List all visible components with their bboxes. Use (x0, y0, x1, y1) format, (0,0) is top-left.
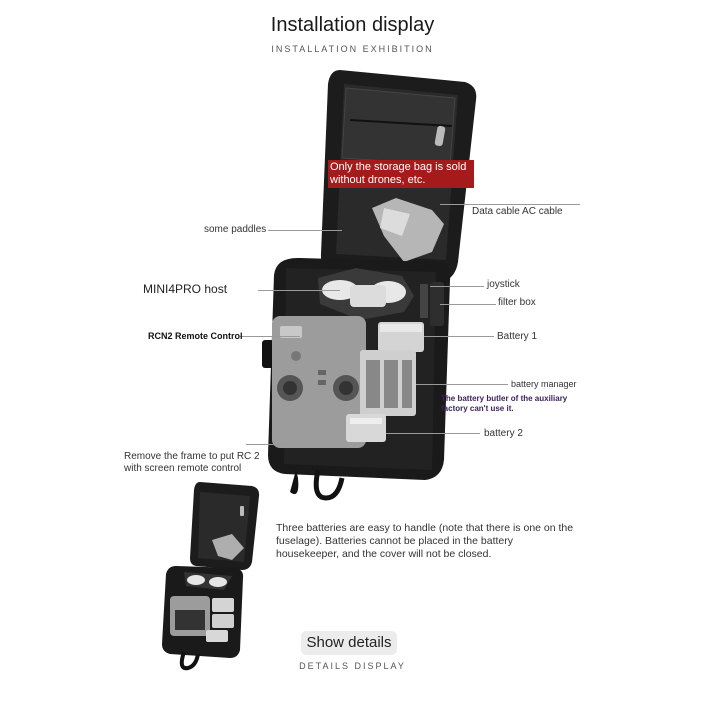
paddles-label: some paddles (204, 224, 267, 235)
joystick-label: joystick (487, 279, 520, 290)
host-label: MINI4PRO host (143, 282, 228, 296)
page-title: Installation display (270, 14, 435, 36)
battery2-label: battery 2 (484, 428, 523, 439)
show-details-button[interactable]: Show details (301, 631, 397, 655)
battery1-label: Battery 1 (497, 331, 538, 342)
battery-note: Three batteries are easy to handle (note that there is one on the fuselage). Batteries cannot be placed in the battery housekeeper, and the cover will not be closed. (276, 522, 574, 560)
warning-banner: Only the storage bag is sold without drones, etc. (328, 160, 474, 188)
remote-label: RCN2 Remote Control (148, 331, 243, 341)
battery-manager-label: battery manager (511, 379, 577, 389)
remove-frame-label: Remove the frame to put RC 2 with screen remote control (124, 451, 260, 474)
data-cable-label: Data cable AC cable (472, 206, 563, 217)
filter-box-label: filter box (498, 297, 536, 308)
details-caption: DETAILS DISPLAY (299, 661, 406, 671)
page-subtitle: INSTALLATION EXHIBITION (271, 44, 434, 54)
butler-note: The battery butler of the auxiliary factory can't use it. (441, 394, 568, 413)
